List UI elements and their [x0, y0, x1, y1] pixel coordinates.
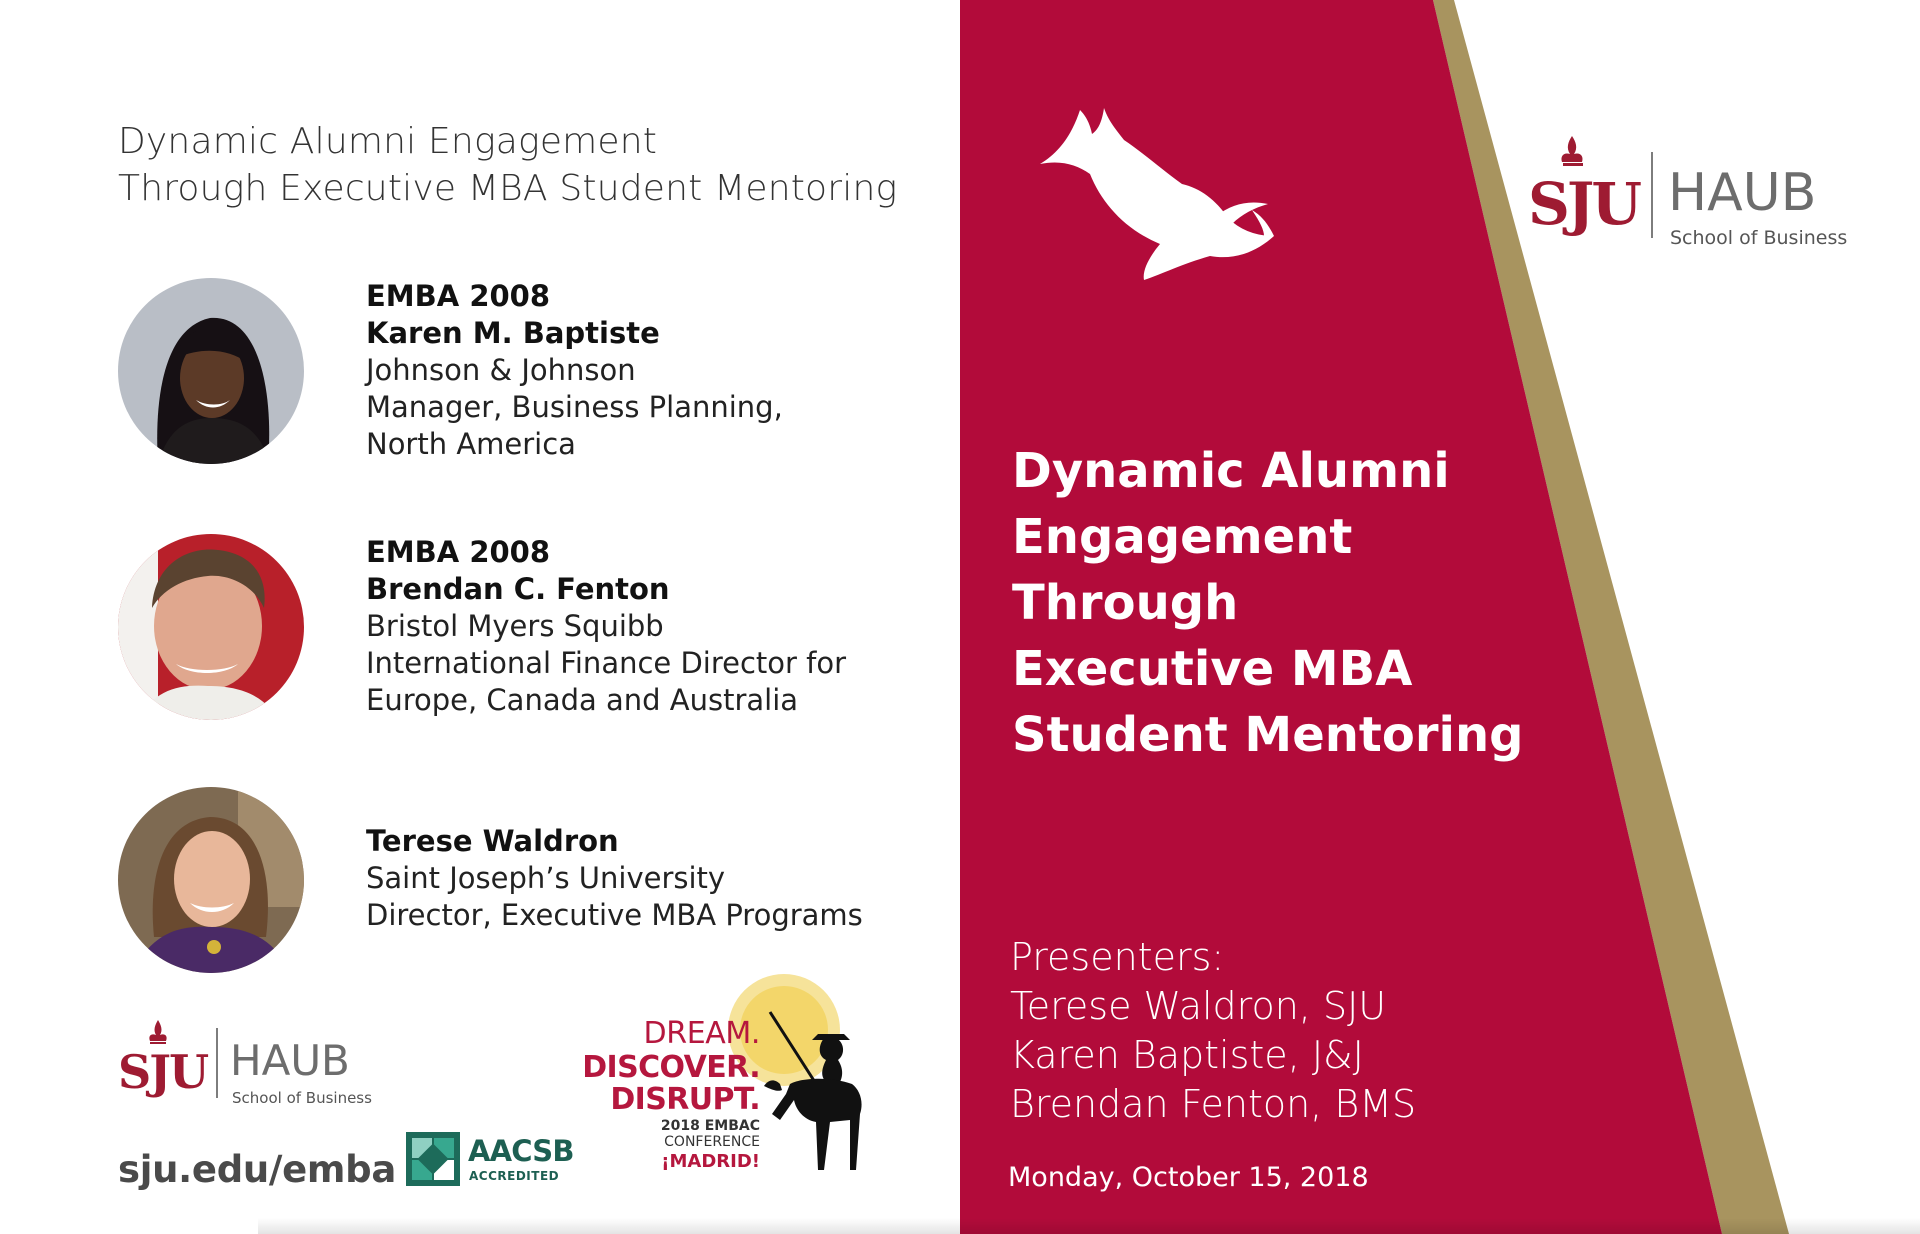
logo-sju-text: SJU — [1528, 170, 1639, 238]
person-name: Terese Waldron — [366, 824, 619, 858]
sju-fleur-icon — [149, 1020, 166, 1044]
main-title-line: Executive MBA — [1012, 641, 1413, 697]
person-bio — [366, 278, 783, 463]
person-name: Brendan C. Fenton — [366, 572, 670, 606]
hawk-icon — [1032, 104, 1282, 284]
person-class-year: EMBA 2008 — [366, 279, 551, 313]
conference-line-disrupt: DISRUPT. — [610, 1082, 760, 1117]
left-title-line: Through Executive MBA Student Mentoring — [118, 168, 898, 209]
person-detail: Director, Executive MBA Programs — [366, 898, 863, 932]
main-title-line: Through — [1012, 575, 1239, 631]
presenters-label: Presenters: — [1010, 935, 1225, 979]
avatar — [118, 787, 304, 973]
logo-divider — [216, 1028, 218, 1098]
person-name: Karen M. Baptiste — [366, 316, 660, 350]
presenters-block — [1010, 933, 1416, 1129]
sju-fleur-icon — [1561, 136, 1583, 166]
person-detail: Saint Joseph’s University — [366, 861, 726, 895]
person-class-year: EMBA 2008 — [366, 535, 551, 569]
left-title — [118, 118, 938, 212]
person-detail: Bristol Myers Squibb — [366, 609, 664, 643]
don-quixote-icon — [760, 1010, 870, 1180]
logo-haub-text: HAUB — [230, 1036, 350, 1085]
main-title-line: Dynamic Alumni — [1012, 443, 1450, 499]
conference-line-madrid: ¡MADRID! — [661, 1151, 760, 1172]
person-detail: Europe, Canada and Australia — [366, 683, 799, 717]
person-card — [118, 787, 898, 977]
aacsb-accredited: ACCREDITED — [469, 1169, 560, 1183]
url-text: sju.edu/emba — [118, 1148, 397, 1191]
left-title-line: Dynamic Alumni Engagement — [118, 121, 658, 162]
avatar — [118, 278, 304, 464]
aacsb-name: AACSB — [468, 1134, 574, 1168]
avatar — [118, 534, 304, 720]
logo-school-text: School of Business — [232, 1089, 372, 1107]
presentation-date: Monday, October 15, 2018 — [1008, 1162, 1369, 1193]
conference-line-embac: 2018 EMBAC — [660, 1118, 760, 1134]
person-card — [118, 278, 898, 468]
logo-divider — [1651, 152, 1653, 238]
conference-line-discover: DISCOVER. — [582, 1050, 760, 1085]
sju-haub-logo-left — [118, 1018, 408, 1118]
person-card — [118, 534, 898, 724]
main-title — [1012, 438, 1572, 768]
logo-school-text: School of Business — [1670, 227, 1848, 249]
person-detail: Johnson & Johnson — [366, 353, 636, 387]
logo-sju-text: SJU — [118, 1045, 208, 1099]
presenter-item: Karen Baptiste, J&J — [1010, 1033, 1364, 1077]
presenter-item: Terese Waldron, SJU — [1010, 984, 1387, 1028]
conference-line-conference: CONFERENCE — [664, 1134, 760, 1150]
person-bio — [366, 823, 863, 934]
main-title-line: Engagement — [1012, 509, 1353, 565]
person-detail: International Finance Director for — [366, 646, 847, 680]
logo-haub-text: HAUB — [1668, 163, 1817, 223]
person-detail: Manager, Business Planning, — [366, 390, 783, 424]
presenter-item: Brendan Fenton, BMS — [1010, 1082, 1417, 1126]
aacsb-icon — [406, 1132, 460, 1186]
conference-logo — [582, 970, 872, 1180]
main-title-line: Student Mentoring — [1012, 707, 1524, 763]
sju-haub-logo-right — [1524, 132, 1874, 262]
person-bio — [366, 534, 846, 719]
person-detail: North America — [366, 427, 576, 461]
conference-line-dream: DREAM. — [643, 1016, 760, 1051]
aacsb-logo — [406, 1132, 574, 1188]
bottom-shadow — [258, 1218, 1920, 1234]
